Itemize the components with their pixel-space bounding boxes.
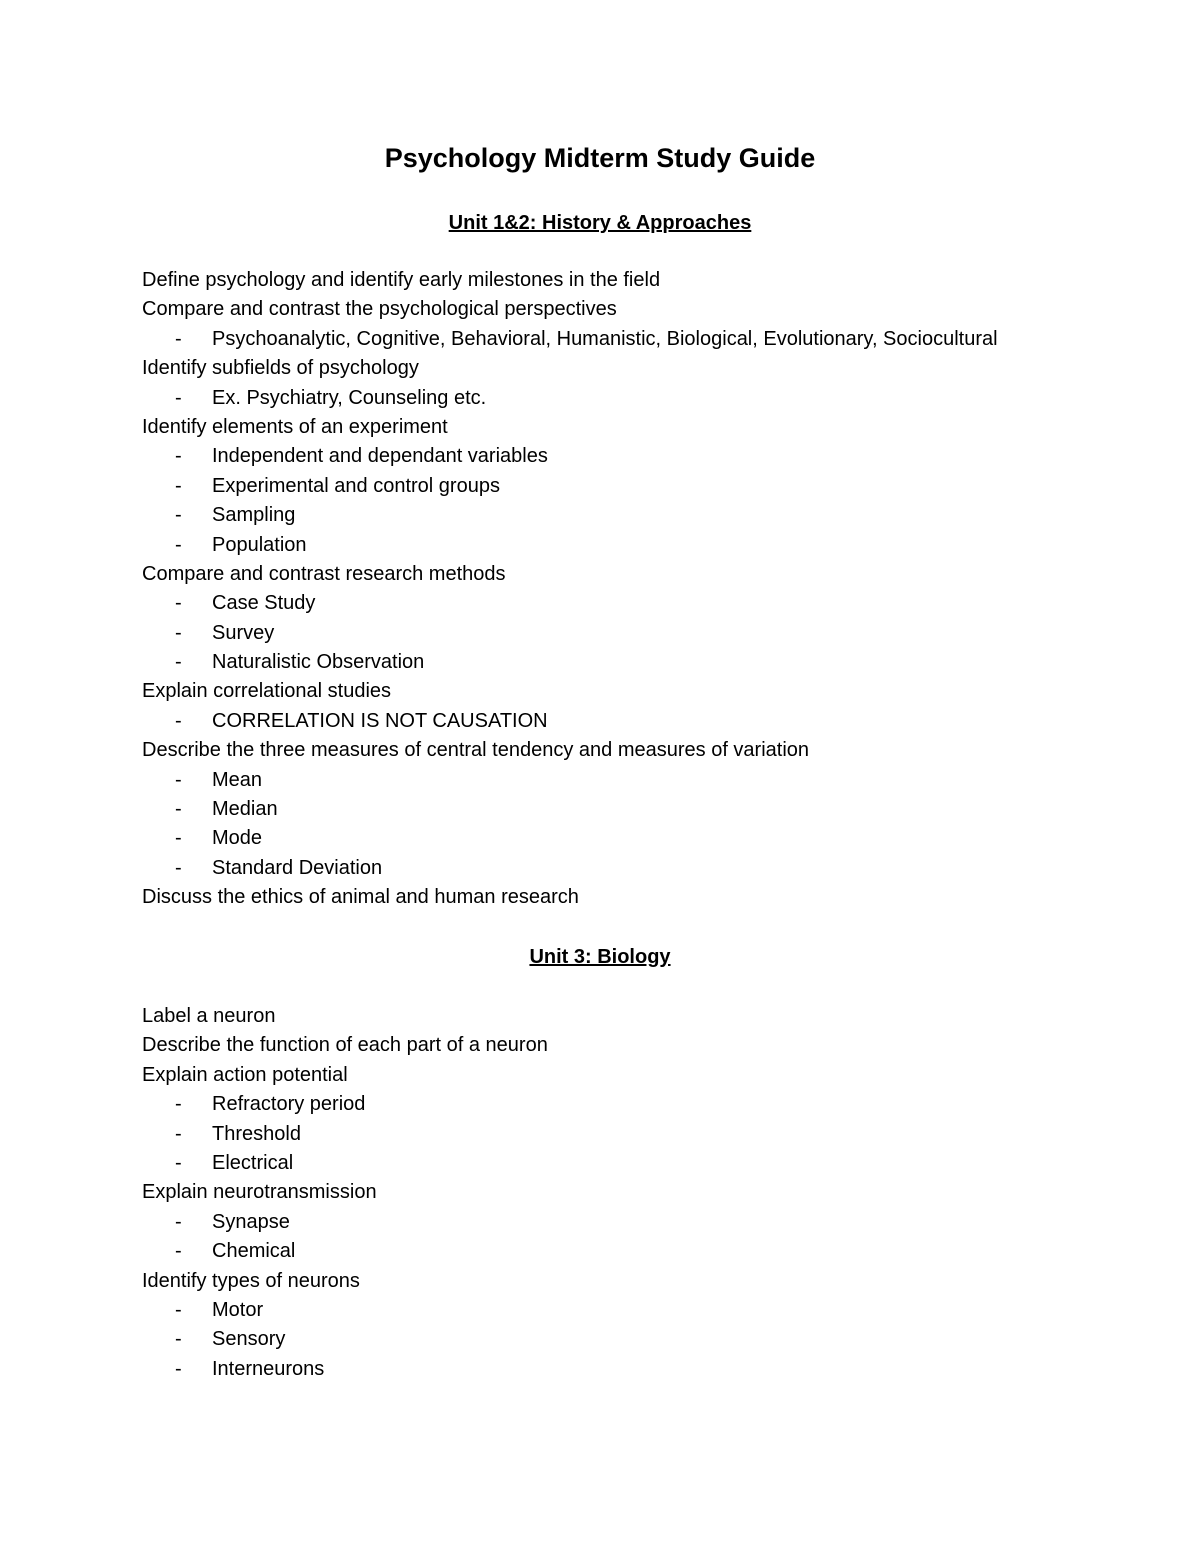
item-text: Threshold bbox=[212, 1122, 301, 1145]
sub-item bbox=[142, 648, 1142, 677]
sub-item bbox=[142, 824, 1142, 853]
bullet-dash: - bbox=[175, 768, 182, 791]
sub-item bbox=[142, 795, 1142, 824]
list-item bbox=[142, 1031, 1142, 1060]
item-text: Survey bbox=[212, 621, 275, 644]
list-item bbox=[142, 883, 1142, 912]
section-list-unit-1-2 bbox=[142, 266, 1142, 913]
item-text: Independent and dependant variables bbox=[212, 445, 548, 468]
list-item bbox=[142, 354, 1142, 383]
list-item bbox=[142, 1002, 1142, 1031]
item-text: Mode bbox=[212, 827, 263, 850]
item-text: Experimental and control groups bbox=[212, 474, 500, 497]
bullet-dash: - bbox=[175, 445, 182, 468]
bullet-dash: - bbox=[175, 709, 182, 732]
list-item bbox=[142, 736, 1142, 765]
bullet-dash: - bbox=[175, 1093, 182, 1116]
sub-item bbox=[142, 325, 1142, 354]
item-text: Standard Deviation bbox=[212, 856, 383, 879]
bullet-dash: - bbox=[175, 386, 182, 409]
bullet-dash: - bbox=[175, 533, 182, 556]
item-text: Compare and contrast research methods bbox=[142, 562, 506, 585]
item-text: CORRELATION IS NOT CAUSATION bbox=[212, 709, 548, 732]
bullet-dash: - bbox=[175, 1122, 182, 1145]
bullet-dash: - bbox=[175, 1328, 182, 1351]
item-text: Explain correlational studies bbox=[142, 680, 392, 703]
sub-item bbox=[142, 501, 1142, 530]
sub-item bbox=[142, 384, 1142, 413]
sub-item bbox=[142, 707, 1142, 736]
item-text: Naturalistic Observation bbox=[212, 651, 425, 674]
bullet-dash: - bbox=[175, 592, 182, 615]
bullet-dash: - bbox=[175, 651, 182, 674]
sub-item bbox=[142, 619, 1142, 648]
list-item bbox=[142, 1061, 1142, 1090]
item-text: Discuss the ethics of animal and human research bbox=[142, 886, 579, 909]
item-text: Ex. Psychiatry, Counseling etc. bbox=[212, 386, 487, 409]
item-text: Sampling bbox=[212, 504, 296, 527]
item-text: Identify elements of an experiment bbox=[142, 415, 448, 438]
item-text: Median bbox=[212, 798, 278, 821]
item-text: Motor bbox=[212, 1298, 264, 1321]
bullet-dash: - bbox=[175, 798, 182, 821]
item-text: Mean bbox=[212, 768, 263, 791]
list-item bbox=[142, 295, 1142, 324]
list-item bbox=[142, 560, 1142, 589]
item-text: Describe the function of each part of a neuron bbox=[142, 1034, 548, 1057]
list-item bbox=[142, 1178, 1142, 1207]
item-text: Explain neurotransmission bbox=[142, 1181, 377, 1204]
item-text: Sensory bbox=[212, 1328, 286, 1351]
bullet-dash: - bbox=[175, 856, 182, 879]
sub-item bbox=[142, 854, 1142, 883]
item-text: Define psychology and identify early milestones in the field bbox=[142, 269, 661, 291]
page-title: Psychology Midterm Study Guide bbox=[384, 143, 816, 173]
item-text: Identify types of neurons bbox=[142, 1269, 360, 1292]
list-item bbox=[142, 677, 1142, 706]
sub-item bbox=[142, 1355, 1142, 1384]
sub-item bbox=[142, 531, 1142, 560]
item-text: Identify subfields of psychology bbox=[142, 357, 419, 380]
sub-item bbox=[142, 589, 1142, 618]
item-text: Psychoanalytic, Cognitive, Behavioral, Humanistic, Biological, Evolutionary, Sociocultural bbox=[212, 327, 998, 350]
item-text: Explain action potential bbox=[142, 1063, 348, 1086]
bullet-dash: - bbox=[175, 827, 182, 850]
sub-item bbox=[142, 1090, 1142, 1119]
item-text: Label a neuron bbox=[142, 1005, 276, 1027]
section-heading-unit-1-2: Unit 1&2: History & Approaches bbox=[448, 212, 752, 234]
item-text: Refractory period bbox=[212, 1093, 366, 1116]
sub-item bbox=[142, 1325, 1142, 1354]
item-text: Compare and contrast the psychological perspectives bbox=[142, 298, 617, 321]
section-heading-unit-3: Unit 3: Biology bbox=[529, 946, 671, 968]
bullet-dash: - bbox=[175, 1210, 182, 1233]
sub-item bbox=[142, 1237, 1142, 1266]
list-item bbox=[142, 266, 1142, 295]
sub-item bbox=[142, 1149, 1142, 1178]
item-text: Population bbox=[212, 533, 307, 556]
item-text: Chemical bbox=[212, 1240, 296, 1263]
bullet-dash: - bbox=[175, 1357, 182, 1380]
bullet-dash: - bbox=[175, 1298, 182, 1321]
sub-item bbox=[142, 1120, 1142, 1149]
sub-item bbox=[142, 472, 1142, 501]
bullet-dash: - bbox=[175, 1240, 182, 1263]
sub-item bbox=[142, 442, 1142, 471]
bullet-dash: - bbox=[175, 621, 182, 644]
item-text: Describe the three measures of central tendency and measures of variation bbox=[142, 739, 810, 762]
bullet-dash: - bbox=[175, 327, 182, 350]
sub-item bbox=[142, 1296, 1142, 1325]
sub-item bbox=[142, 1208, 1142, 1237]
bullet-dash: - bbox=[175, 504, 182, 527]
item-text: Case Study bbox=[212, 592, 316, 615]
bullet-dash: - bbox=[175, 1151, 182, 1174]
item-text: Interneurons bbox=[212, 1357, 325, 1380]
list-item bbox=[142, 1267, 1142, 1296]
item-text: Electrical bbox=[212, 1151, 294, 1174]
bullet-dash: - bbox=[175, 474, 182, 497]
section-list-unit-3 bbox=[142, 1002, 1142, 1384]
list-item bbox=[142, 413, 1142, 442]
sub-item bbox=[142, 766, 1142, 795]
item-text: Synapse bbox=[212, 1210, 290, 1233]
